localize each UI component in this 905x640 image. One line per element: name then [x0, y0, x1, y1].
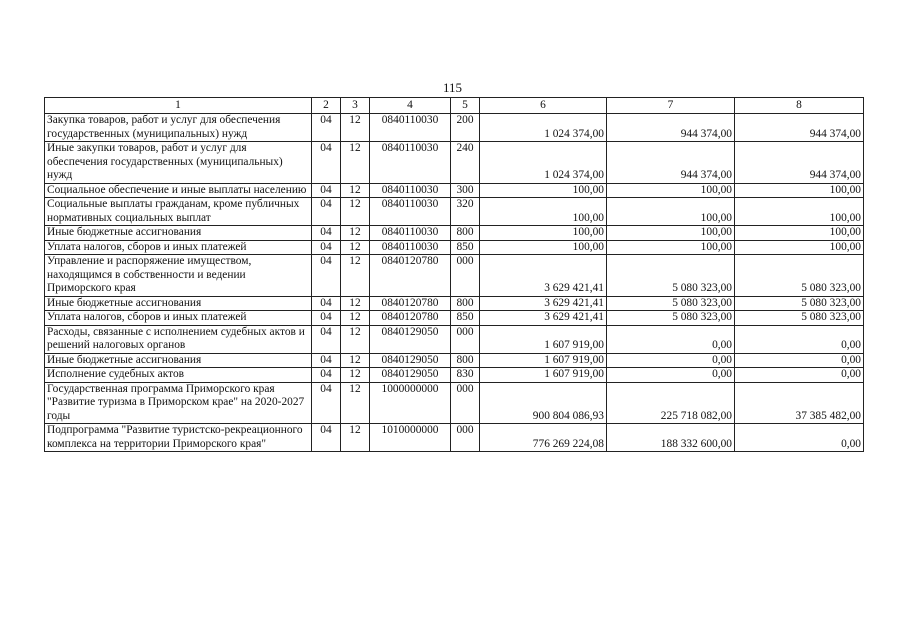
expense-type-cell: 300 [451, 183, 480, 198]
header-cell: 3 [341, 98, 370, 114]
amount-col6-cell: 3 629 421,41 [480, 255, 607, 297]
amount-col8-cell: 100,00 [735, 240, 864, 255]
amount-col7-cell: 0,00 [607, 353, 735, 368]
expense-name-cell: Иные бюджетные ассигнования [45, 353, 312, 368]
amount-col6-cell: 900 804 086,93 [480, 382, 607, 424]
amount-col7-cell: 0,00 [607, 325, 735, 353]
target-article-cell: 1010000000 [370, 424, 451, 452]
target-article-cell: 1000000000 [370, 382, 451, 424]
amount-col6-cell: 100,00 [480, 240, 607, 255]
amount-col6-cell: 100,00 [480, 183, 607, 198]
expense-type-cell: 240 [451, 142, 480, 184]
header-cell: 1 [45, 98, 312, 114]
amount-col7-cell: 5 080 323,00 [607, 311, 735, 326]
section-code-cell: 04 [312, 198, 341, 226]
table-row [45, 311, 864, 326]
expense-name-cell: Управление и распоряжение имуществом, находящимся в собственности и ведении Приморского края [45, 255, 312, 297]
expense-name-cell: Расходы, связанные с исполнением судебных актов и решений налоговых органов [45, 325, 312, 353]
amount-col6-cell: 1 607 919,00 [480, 368, 607, 383]
expense-type-cell: 850 [451, 240, 480, 255]
expense-type-cell: 850 [451, 311, 480, 326]
table-row [45, 353, 864, 368]
table-row [45, 382, 864, 424]
header-cell: 8 [735, 98, 864, 114]
header-cell: 5 [451, 98, 480, 114]
section-code-cell: 04 [312, 368, 341, 383]
amount-col8-cell: 37 385 482,00 [735, 382, 864, 424]
amount-col6-cell: 1 024 374,00 [480, 114, 607, 142]
subsection-code-cell: 12 [341, 382, 370, 424]
table-row [45, 255, 864, 297]
amount-col6-cell: 776 269 224,08 [480, 424, 607, 452]
subsection-code-cell: 12 [341, 311, 370, 326]
target-article-cell: 0840110030 [370, 142, 451, 184]
subsection-code-cell: 12 [341, 296, 370, 311]
expense-type-cell: 830 [451, 368, 480, 383]
expense-name-cell: Закупка товаров, работ и услуг для обеспечения государственных (муниципальных) нужд [45, 114, 312, 142]
amount-col8-cell: 5 080 323,00 [735, 311, 864, 326]
section-code-cell: 04 [312, 296, 341, 311]
amount-col8-cell: 5 080 323,00 [735, 296, 864, 311]
table-row [45, 424, 864, 452]
target-article-cell: 0840110030 [370, 226, 451, 241]
table-row [45, 296, 864, 311]
budget-table [44, 97, 864, 452]
expense-type-cell: 000 [451, 382, 480, 424]
section-code-cell: 04 [312, 255, 341, 297]
section-code-cell: 04 [312, 382, 341, 424]
subsection-code-cell: 12 [341, 240, 370, 255]
target-article-cell: 0840120780 [370, 311, 451, 326]
section-code-cell: 04 [312, 325, 341, 353]
target-article-cell: 0840110030 [370, 240, 451, 255]
header-cell: 7 [607, 98, 735, 114]
target-article-cell: 0840110030 [370, 183, 451, 198]
table-row [45, 198, 864, 226]
table-row [45, 183, 864, 198]
amount-col7-cell: 100,00 [607, 240, 735, 255]
page-number: 115 [442, 80, 463, 95]
subsection-code-cell: 12 [341, 198, 370, 226]
table-row [45, 226, 864, 241]
expense-name-cell: Социальные выплаты гражданам, кроме публичных нормативных социальных выплат [45, 198, 312, 226]
amount-col7-cell: 225 718 082,00 [607, 382, 735, 424]
header-row [45, 98, 864, 114]
amount-col8-cell: 100,00 [735, 183, 864, 198]
target-article-cell: 0840129050 [370, 368, 451, 383]
table-row [45, 114, 864, 142]
amount-col8-cell: 100,00 [735, 198, 864, 226]
target-article-cell: 0840110030 [370, 114, 451, 142]
header-cell: 6 [480, 98, 607, 114]
subsection-code-cell: 12 [341, 368, 370, 383]
amount-col7-cell: 188 332 600,00 [607, 424, 735, 452]
amount-col6-cell: 100,00 [480, 198, 607, 226]
section-code-cell: 04 [312, 142, 341, 184]
table-row [45, 240, 864, 255]
table-body [45, 114, 864, 452]
amount-col6-cell: 3 629 421,41 [480, 311, 607, 326]
expense-name-cell: Подпрограмма "Развитие туристско-рекреационного комплекса на территории Приморского края" [45, 424, 312, 452]
amount-col7-cell: 100,00 [607, 198, 735, 226]
table-row [45, 142, 864, 184]
amount-col7-cell: 944 374,00 [607, 114, 735, 142]
subsection-code-cell: 12 [341, 353, 370, 368]
expense-name-cell: Исполнение судебных актов [45, 368, 312, 383]
amount-col6-cell: 3 629 421,41 [480, 296, 607, 311]
amount-col7-cell: 100,00 [607, 226, 735, 241]
expense-type-cell: 800 [451, 226, 480, 241]
expense-type-cell: 800 [451, 353, 480, 368]
expense-name-cell: Социальное обеспечение и иные выплаты населению [45, 183, 312, 198]
amount-col8-cell: 100,00 [735, 226, 864, 241]
section-code-cell: 04 [312, 183, 341, 198]
expense-name-cell: Государственная программа Приморского края "Развитие туризма в Приморском крае" на 2020-2027 годы [45, 382, 312, 424]
target-article-cell: 0840120780 [370, 296, 451, 311]
subsection-code-cell: 12 [341, 255, 370, 297]
subsection-code-cell: 12 [341, 114, 370, 142]
table-row [45, 368, 864, 383]
target-article-cell: 0840120780 [370, 255, 451, 297]
amount-col8-cell: 944 374,00 [735, 142, 864, 184]
section-code-cell: 04 [312, 424, 341, 452]
subsection-code-cell: 12 [341, 183, 370, 198]
amount-col6-cell: 100,00 [480, 226, 607, 241]
subsection-code-cell: 12 [341, 142, 370, 184]
amount-col7-cell: 944 374,00 [607, 142, 735, 184]
subsection-code-cell: 12 [341, 226, 370, 241]
section-code-cell: 04 [312, 353, 341, 368]
amount-col8-cell: 0,00 [735, 353, 864, 368]
amount-col8-cell: 0,00 [735, 424, 864, 452]
header-cell: 4 [370, 98, 451, 114]
section-code-cell: 04 [312, 114, 341, 142]
amount-col8-cell: 5 080 323,00 [735, 255, 864, 297]
section-code-cell: 04 [312, 226, 341, 241]
section-code-cell: 04 [312, 240, 341, 255]
amount-col6-cell: 1 607 919,00 [480, 325, 607, 353]
expense-type-cell: 200 [451, 114, 480, 142]
section-code-cell: 04 [312, 311, 341, 326]
expense-type-cell: 800 [451, 296, 480, 311]
header-cell: 2 [312, 98, 341, 114]
amount-col8-cell: 0,00 [735, 368, 864, 383]
amount-col7-cell: 5 080 323,00 [607, 296, 735, 311]
target-article-cell: 0840110030 [370, 198, 451, 226]
expense-name-cell: Иные закупки товаров, работ и услуг для обеспечения государственных (муниципальных) нужд [45, 142, 312, 184]
table-row [45, 325, 864, 353]
expense-name-cell: Уплата налогов, сборов и иных платежей [45, 311, 312, 326]
subsection-code-cell: 12 [341, 424, 370, 452]
subsection-code-cell: 12 [341, 325, 370, 353]
amount-col7-cell: 5 080 323,00 [607, 255, 735, 297]
target-article-cell: 0840129050 [370, 325, 451, 353]
expense-name-cell: Уплата налогов, сборов и иных платежей [45, 240, 312, 255]
amount-col7-cell: 0,00 [607, 368, 735, 383]
expense-name-cell: Иные бюджетные ассигнования [45, 296, 312, 311]
expense-type-cell: 000 [451, 325, 480, 353]
expense-type-cell: 000 [451, 424, 480, 452]
amount-col8-cell: 0,00 [735, 325, 864, 353]
expense-type-cell: 320 [451, 198, 480, 226]
amount-col6-cell: 1 024 374,00 [480, 142, 607, 184]
amount-col8-cell: 944 374,00 [735, 114, 864, 142]
expense-type-cell: 000 [451, 255, 480, 297]
amount-col6-cell: 1 607 919,00 [480, 353, 607, 368]
expense-name-cell: Иные бюджетные ассигнования [45, 226, 312, 241]
target-article-cell: 0840129050 [370, 353, 451, 368]
amount-col7-cell: 100,00 [607, 183, 735, 198]
